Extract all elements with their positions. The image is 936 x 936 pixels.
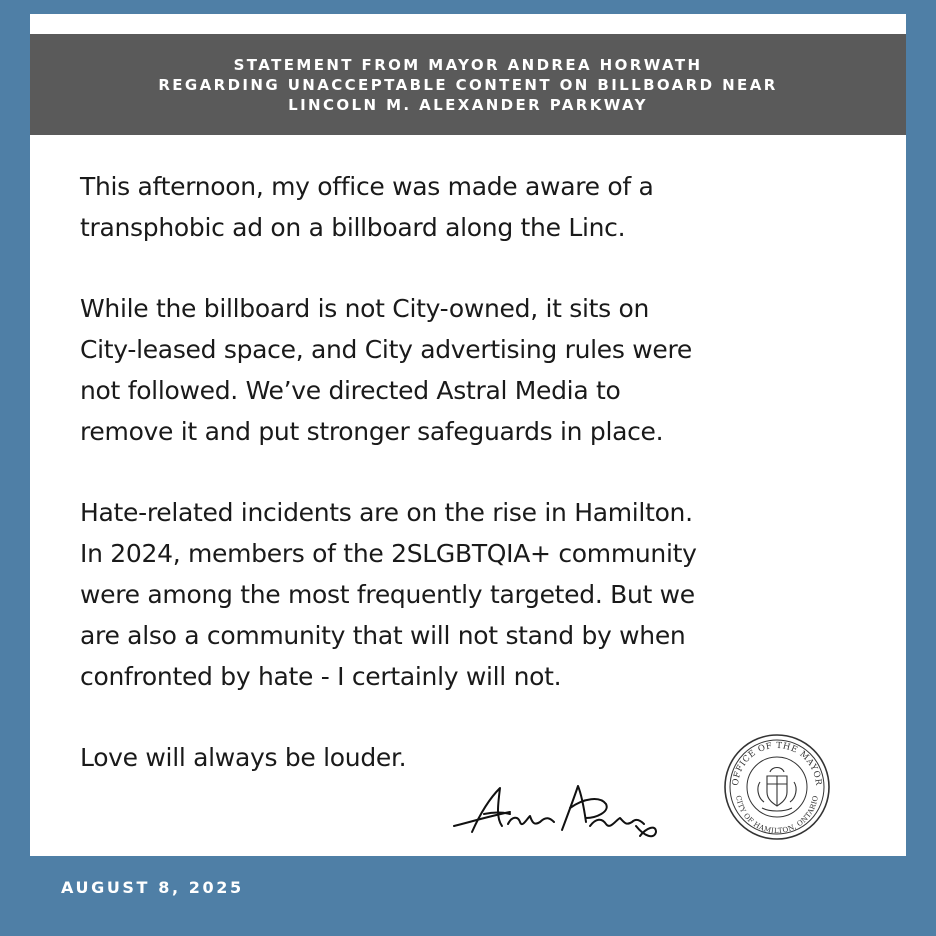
- paragraph-line: In 2024, members of the 2SLGBTQIA+ community: [80, 539, 697, 568]
- paragraph-line: While the billboard is not City-owned, it sits on: [80, 294, 650, 323]
- statement-card: [30, 14, 906, 856]
- paragraph-line: This afternoon, my office was made aware of a: [80, 172, 654, 201]
- mayor-seal-icon: [722, 732, 832, 842]
- paragraph: [80, 166, 880, 248]
- signature-icon: [450, 774, 660, 849]
- paragraph-line: Hate-related incidents are on the rise in Hamilton.: [80, 498, 693, 527]
- svg-text:CITY OF HAMILTON, ONTARIO: CITY OF HAMILTON, ONTARIO: [734, 794, 820, 836]
- closing-line: Love will always be louder.: [80, 743, 407, 772]
- paragraph: [80, 492, 880, 697]
- paragraph-line: transphobic ad on a billboard along the Linc.: [80, 213, 626, 242]
- paragraph: [80, 288, 880, 452]
- banner-title-line: LINCOLN M. ALEXANDER PARKWAY: [288, 95, 648, 114]
- paragraph-line: not followed. We’ve directed Astral Media to: [80, 376, 621, 405]
- header-banner: [30, 34, 906, 135]
- statement-date: AUGUST 8, 2025: [61, 878, 244, 897]
- paragraph-line: remove it and put stronger safeguards in place.: [80, 417, 664, 446]
- paragraph-line: City-leased space, and City advertising rules were: [80, 335, 692, 364]
- paragraph-line: are also a community that will not stand by when: [80, 621, 686, 650]
- statement-body: [80, 166, 880, 818]
- banner-title-line: STATEMENT FROM MAYOR ANDREA HORWATH: [233, 55, 703, 74]
- paragraph-line: confronted by hate - I certainly will not.: [80, 662, 562, 691]
- svg-text:OFFICE OF THE MAYOR: OFFICE OF THE MAYOR: [730, 740, 824, 787]
- paragraph-line: were among the most frequently targeted. But we: [80, 580, 695, 609]
- banner-title-line: REGARDING UNACCEPTABLE CONTENT ON BILLBOARD NEAR: [158, 75, 778, 94]
